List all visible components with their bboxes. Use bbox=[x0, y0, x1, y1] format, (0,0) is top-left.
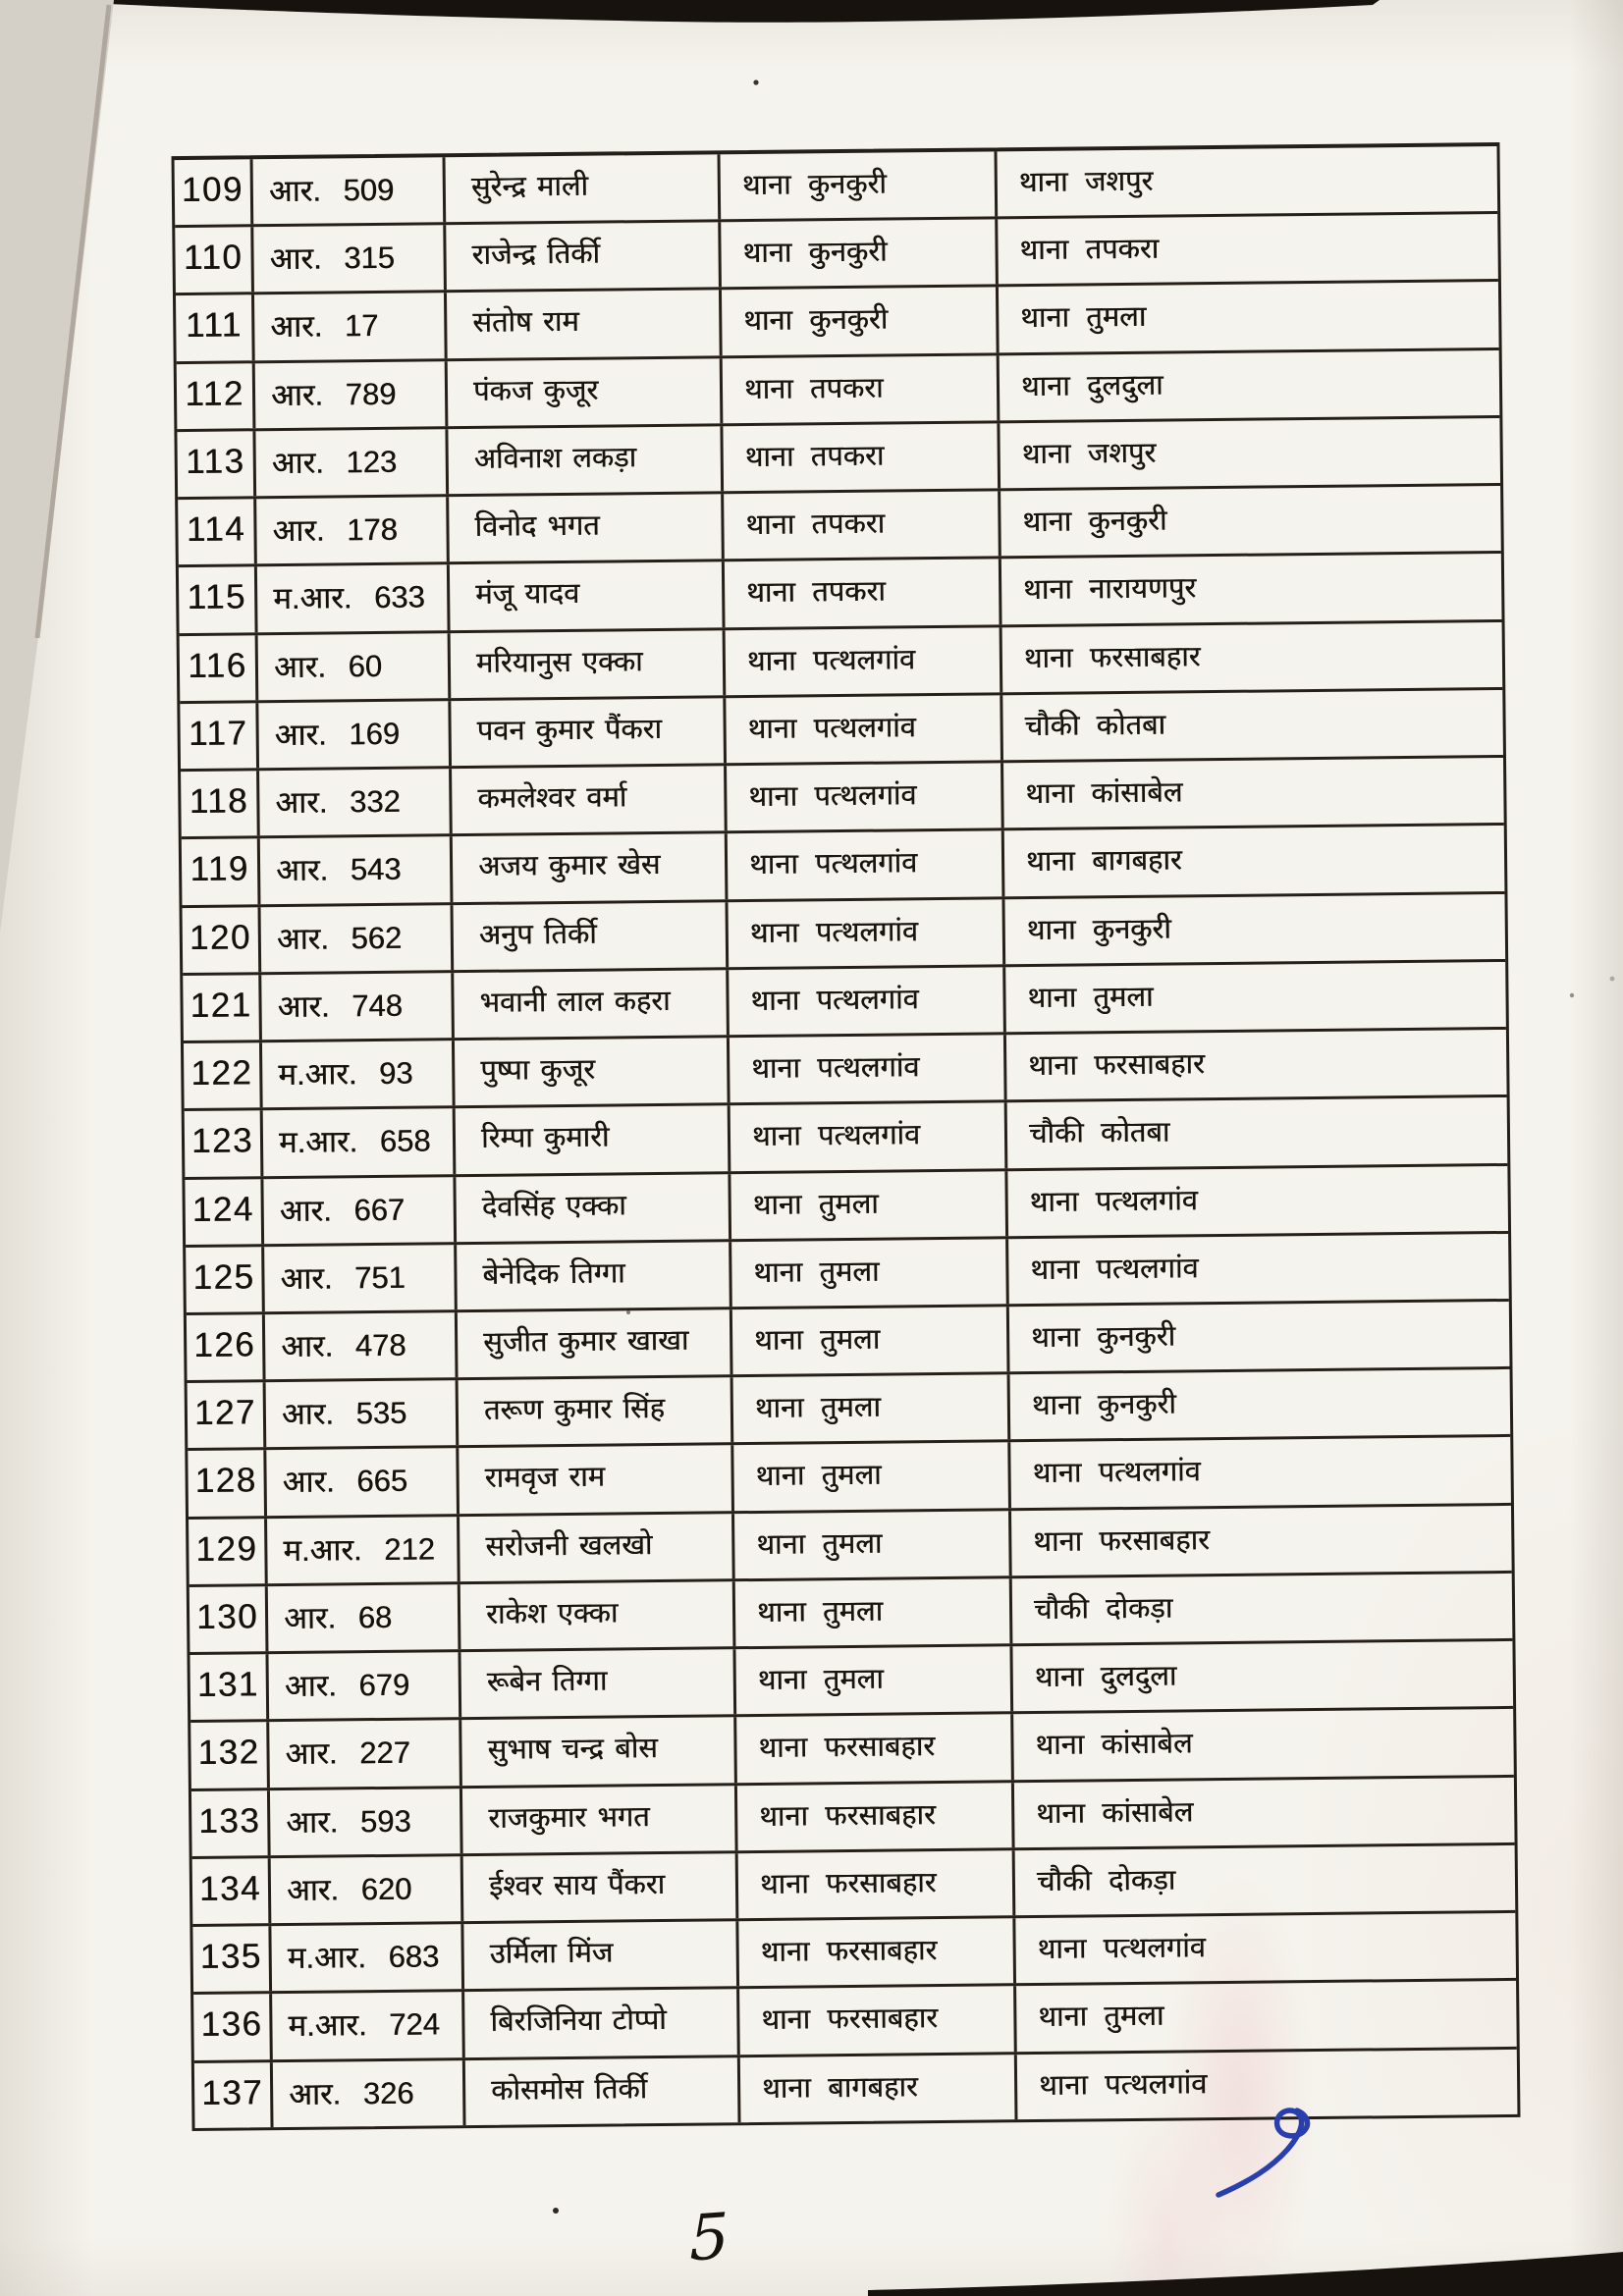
serial-cell: 120 bbox=[183, 907, 262, 973]
to-station-cell: चौकी दोकड़ा bbox=[1036, 1864, 1176, 1897]
from-station-cell: थाना तपकरा bbox=[725, 560, 1002, 627]
from-station-cell: थाना फरसाबहार bbox=[737, 1783, 1015, 1850]
serial-cell: 134 bbox=[192, 1858, 272, 1924]
force-number-cell: आर. 535 bbox=[266, 1380, 460, 1447]
name-cell: देवसिंह एक्का bbox=[456, 1174, 731, 1242]
force-number-cell: म.आर. 212 bbox=[267, 1517, 460, 1583]
name-cell: सरोजनी खलखो bbox=[460, 1514, 735, 1581]
serial-cell: 126 bbox=[187, 1314, 266, 1380]
force-number-cell: आर. 679 bbox=[268, 1652, 461, 1719]
name-cell: ईश्वर साय पैंकरा bbox=[463, 1853, 739, 1921]
from-station-cell: थाना तुमला bbox=[734, 1511, 1012, 1578]
from-station-cell: थाना कुनकुरी bbox=[721, 220, 999, 288]
serial-cell: 130 bbox=[189, 1586, 269, 1652]
name-cell: रूबेन तिग्गा bbox=[460, 1649, 736, 1717]
from-station-cell: थाना तुमला bbox=[733, 1374, 1011, 1442]
force-number-cell: आर. 665 bbox=[266, 1449, 460, 1516]
to-station-cell: थाना फरसाबहार bbox=[1023, 640, 1201, 674]
force-number-cell: आर. 667 bbox=[263, 1177, 457, 1244]
to-station-cell: थाना जशपुर bbox=[1021, 437, 1157, 471]
from-station-cell: थाना तुमला bbox=[730, 1171, 1008, 1239]
dust-speck bbox=[1610, 977, 1615, 982]
from-station-cell: थाना फरसाबहार bbox=[739, 1987, 1017, 2055]
force-number-cell: म.आर. 633 bbox=[257, 565, 451, 632]
serial-cell: 122 bbox=[184, 1042, 263, 1108]
to-station-cell: थाना कुनकुरी bbox=[1026, 913, 1171, 946]
scanner-edge-bottom bbox=[868, 2252, 1623, 2296]
serial-cell: 133 bbox=[191, 1790, 271, 1856]
from-station-cell: थाना पत्थलगांव bbox=[730, 1103, 1008, 1171]
page-fold bbox=[0, 0, 114, 933]
to-station-cell: थाना कांसाबेल bbox=[1025, 776, 1183, 811]
serial-cell: 110 bbox=[175, 228, 254, 294]
name-cell: मंजू यादव bbox=[450, 562, 726, 630]
serial-cell: 128 bbox=[188, 1451, 267, 1517]
name-cell: बेनेदिक तिग्गा bbox=[457, 1242, 732, 1309]
serial-cell: 123 bbox=[185, 1110, 264, 1176]
from-station-cell: थाना तपकरा bbox=[723, 423, 1001, 491]
to-station-cell: थाना पत्थलगांव bbox=[1030, 1252, 1199, 1286]
serial-cell: 121 bbox=[183, 975, 262, 1041]
serial-cell: 115 bbox=[179, 567, 258, 633]
dust-speck bbox=[753, 80, 758, 84]
name-cell: उर्मिला मिंज bbox=[463, 1921, 739, 1989]
to-station-cell: थाना पत्थलगांव bbox=[1029, 1184, 1198, 1218]
force-number-cell: आर. 326 bbox=[273, 2060, 466, 2127]
name-cell: भवानी लाल कहरा bbox=[454, 970, 730, 1038]
name-cell: विनोद भगत bbox=[449, 494, 725, 561]
force-number-cell: आर. 332 bbox=[259, 769, 453, 835]
force-number-cell: आर. 562 bbox=[261, 905, 455, 972]
force-number-cell: आर. 620 bbox=[271, 1856, 464, 1923]
force-number-cell: आर. 789 bbox=[255, 361, 449, 428]
force-number-cell: आर. 17 bbox=[254, 294, 448, 360]
serial-cell: 117 bbox=[180, 703, 259, 769]
to-station-cell: थाना फरसाबहार bbox=[1033, 1523, 1211, 1558]
dust-speck bbox=[553, 2208, 559, 2214]
to-station-cell: थाना कुनकुरी bbox=[1030, 1320, 1176, 1355]
name-cell: अनुप तिर्की bbox=[454, 902, 730, 970]
name-cell: बिरजिनिया टोप्पो bbox=[464, 1990, 740, 2057]
from-station-cell: थाना बागबहार bbox=[740, 2055, 1018, 2122]
from-station-cell: थाना तुमला bbox=[733, 1443, 1011, 1511]
force-number-cell: आर. 123 bbox=[255, 429, 449, 496]
serial-cell: 127 bbox=[188, 1382, 267, 1448]
to-station-cell: थाना फरसाबहार bbox=[1028, 1048, 1205, 1083]
force-number-cell: आर. 748 bbox=[261, 973, 455, 1040]
force-number-cell: आर. 178 bbox=[256, 497, 450, 563]
force-number-cell: म.आर. 658 bbox=[263, 1108, 457, 1175]
name-cell: रिम्पा कुमारी bbox=[456, 1106, 731, 1174]
from-station-cell: थाना फरसाबहार bbox=[736, 1715, 1014, 1783]
to-station-cell: थाना तुमला bbox=[1038, 2000, 1164, 2034]
to-station-cell: थाना तुमला bbox=[1027, 981, 1154, 1014]
serial-cell: 111 bbox=[176, 295, 255, 361]
to-station-cell: चौकी कोतबा bbox=[1024, 709, 1166, 742]
from-station-cell: थाना पत्थलगांव bbox=[730, 1035, 1007, 1102]
from-station-cell: थाना तुमला bbox=[735, 1646, 1013, 1714]
to-station-cell: थाना कुनकुरी bbox=[1022, 505, 1167, 539]
to-station-cell: थाना पत्थलगांव bbox=[1037, 1932, 1206, 1966]
from-station-cell: थाना तुमला bbox=[735, 1578, 1013, 1646]
from-station-cell: थाना तपकरा bbox=[724, 491, 1001, 559]
force-number-cell: आर. 478 bbox=[265, 1312, 459, 1379]
to-station-cell: चौकी कोतबा bbox=[1028, 1116, 1170, 1150]
page-fold-crease-line bbox=[37, 5, 109, 638]
from-station-cell: थाना फरसाबहार bbox=[738, 1850, 1016, 1918]
name-cell: रामवृज राम bbox=[459, 1446, 734, 1514]
serial-cell: 137 bbox=[194, 2062, 274, 2128]
name-cell: कमलेश्वर वर्मा bbox=[452, 766, 728, 833]
serial-cell: 125 bbox=[186, 1247, 265, 1312]
to-station-cell: थाना पत्थलगांव bbox=[1038, 2067, 1208, 2102]
serial-cell: 132 bbox=[190, 1723, 270, 1789]
from-station-cell: थाना कुनकुरी bbox=[721, 151, 999, 219]
to-station-cell: थाना दुलदुला bbox=[1020, 369, 1163, 402]
from-station-cell: थाना पत्थलगांव bbox=[726, 627, 1003, 695]
to-station-cell: थाना नारायणपुर bbox=[1023, 572, 1197, 607]
name-cell: सुजीत कुमार खाखा bbox=[458, 1309, 733, 1377]
serial-cell: 113 bbox=[177, 431, 256, 497]
serial-cell: 135 bbox=[192, 1926, 272, 1992]
from-station-cell: थाना पत्थलगांव bbox=[727, 763, 1004, 830]
serial-cell: 109 bbox=[175, 159, 254, 225]
name-cell: पवन कुमार पैंकरा bbox=[451, 698, 727, 766]
name-cell: अजय कुमार खेस bbox=[453, 834, 729, 902]
from-station-cell: थाना तपकरा bbox=[723, 355, 1001, 423]
name-cell: सुरेन्द्र माली bbox=[446, 154, 722, 222]
serial-cell: 119 bbox=[182, 839, 261, 905]
to-station-cell: थाना बागबहार bbox=[1025, 844, 1182, 879]
from-station-cell: थाना पत्थलगांव bbox=[726, 695, 1003, 763]
from-station-cell: थाना फरसाबहार bbox=[738, 1918, 1016, 1986]
serial-cell: 124 bbox=[185, 1179, 264, 1245]
serial-cell: 118 bbox=[181, 771, 260, 836]
name-cell: पुष्पा कुजूर bbox=[455, 1038, 730, 1105]
transfer-table bbox=[172, 142, 1521, 2131]
serial-cell: 129 bbox=[189, 1519, 268, 1584]
force-number-cell: आर. 68 bbox=[268, 1584, 461, 1651]
from-station-cell: थाना तुमला bbox=[732, 1307, 1010, 1374]
name-cell: राजेन्द्र तिर्की bbox=[446, 223, 722, 291]
from-station-cell: थाना पत्थलगांव bbox=[728, 899, 1005, 967]
force-number-cell: आर. 315 bbox=[253, 225, 447, 292]
scanner-edge-top bbox=[90, 0, 1380, 23]
force-number-cell: आर. 543 bbox=[260, 837, 454, 904]
serial-cell: 114 bbox=[178, 499, 257, 564]
name-cell: अविनाश लकड़ा bbox=[448, 426, 724, 494]
name-cell: सुभाष चन्द्र बोस bbox=[461, 1718, 737, 1786]
name-cell: तरूण कुमार सिंह bbox=[459, 1377, 734, 1445]
to-station-cell: थाना दुलदुला bbox=[1034, 1660, 1177, 1694]
force-number-cell: म.आर. 93 bbox=[262, 1041, 456, 1107]
force-number-cell: आर. 509 bbox=[253, 157, 447, 224]
to-station-cell: चौकी दोकड़ा bbox=[1033, 1592, 1173, 1626]
to-station-cell: थाना कुनकुरी bbox=[1031, 1388, 1176, 1422]
name-cell: मरियानुस एक्का bbox=[451, 630, 727, 698]
from-station-cell: थाना तुमला bbox=[731, 1239, 1009, 1307]
to-station-cell: थाना तुमला bbox=[1020, 301, 1147, 335]
name-cell: राकेश एक्का bbox=[460, 1581, 736, 1649]
table-row bbox=[194, 2049, 1518, 2127]
name-cell: कोसमोस तिर्की bbox=[465, 2057, 741, 2125]
force-number-cell: म.आर. 724 bbox=[272, 1992, 465, 2058]
to-station-cell: थाना तपकरा bbox=[1019, 233, 1160, 267]
name-cell: पंकज कुजूर bbox=[448, 358, 724, 426]
force-number-cell: आर. 227 bbox=[269, 1721, 462, 1788]
to-station-cell: थाना कांसाबेल bbox=[1035, 1728, 1193, 1762]
from-station-cell: थाना पत्थलगांव bbox=[729, 967, 1006, 1035]
name-cell: संतोष राम bbox=[447, 291, 723, 358]
from-station-cell: थाना कुनकुरी bbox=[722, 288, 1000, 355]
dust-speck bbox=[1570, 993, 1574, 997]
force-number-cell: आर. 593 bbox=[270, 1789, 463, 1855]
serial-cell: 116 bbox=[180, 635, 259, 701]
to-station-cell: थाना जशपुर bbox=[1018, 165, 1154, 199]
force-number-cell: आर. 169 bbox=[258, 701, 452, 768]
to-station-cell: थाना कांसाबेल bbox=[1036, 1795, 1194, 1830]
page-number: 5 bbox=[688, 2200, 730, 2276]
serial-cell: 131 bbox=[189, 1654, 269, 1720]
serial-cell: 136 bbox=[193, 1994, 273, 2059]
to-station-cell: थाना पत्थलगांव bbox=[1032, 1456, 1201, 1490]
force-number-cell: आर. 751 bbox=[264, 1245, 458, 1311]
signature-ink bbox=[1218, 2110, 1308, 2195]
name-cell: राजकुमार भगत bbox=[462, 1786, 738, 1853]
serial-cell: 112 bbox=[177, 363, 256, 429]
force-number-cell: आर. 60 bbox=[258, 633, 452, 700]
force-number-cell: म.आर. 683 bbox=[271, 1924, 464, 1991]
from-station-cell: थाना पत्थलगांव bbox=[728, 831, 1005, 899]
